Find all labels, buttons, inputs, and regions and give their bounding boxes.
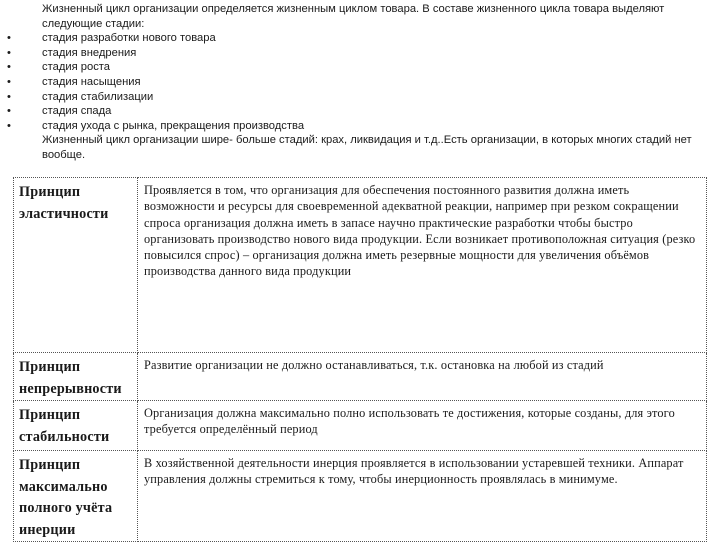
stage-label: стадия ухода с рынка, прекращения производства <box>42 119 305 132</box>
summary-paragraph: Жизненный цикл организации шире- больше стадий: крах, ликвидация и т.д..Есть организации, в которых многих стадий нет вообще. <box>42 134 692 161</box>
stage-list-item <box>7 119 713 134</box>
stage-list-item <box>7 46 713 61</box>
table-row <box>14 178 707 353</box>
bullet-icon: • <box>7 75 11 88</box>
stage-list-item <box>7 75 713 90</box>
stage-label: стадия спада <box>42 105 112 118</box>
table-row <box>14 353 707 401</box>
principle-name: Принцип эластичности <box>14 178 138 353</box>
principle-name: Принцип стабильности <box>14 401 138 451</box>
principle-description: Развитие организации не должно останавливаться, т.к. остановка на любой из стадий <box>138 353 707 401</box>
bullet-icon: • <box>7 119 11 132</box>
principle-description: В хозяйственной деятельности инерция проявляется в использовании устаревшей техники. Аппарат управления должны стремиться к тому, чтобы инерционность проявлялась в минимуме. <box>138 451 707 542</box>
bullet-icon: • <box>7 32 11 45</box>
stage-label: стадия внедрения <box>42 46 137 59</box>
principle-name: Принцип максимально полного учёта инерции <box>14 451 138 542</box>
stage-label: стадия роста <box>42 61 111 74</box>
stage-label: стадия насыщения <box>42 75 141 88</box>
principles-table <box>13 177 707 542</box>
intro-text-block <box>7 2 713 163</box>
bullet-icon: • <box>7 105 11 118</box>
table-row <box>14 451 707 542</box>
stage-list-item <box>7 104 713 119</box>
stage-list-item <box>7 31 713 46</box>
stage-list <box>7 31 713 133</box>
stage-list-item <box>7 60 713 75</box>
bullet-icon: • <box>7 61 11 74</box>
bullet-icon: • <box>7 46 11 59</box>
stage-label: стадия разработки нового товара <box>42 32 216 45</box>
bullet-icon: • <box>7 90 11 103</box>
principle-name: Принцип непрерывности <box>14 353 138 401</box>
stage-list-item <box>7 90 713 105</box>
principle-description: Организация должна максимально полно использовать те достижения, которые созданы, для этого требуется определённый период <box>138 401 707 451</box>
intro-paragraph: Жизненный цикл организации определяется жизненным циклом товара. В составе жизненного цикла товара выделяют следующие стадии: <box>42 3 665 30</box>
stage-label: стадия стабилизации <box>42 90 154 103</box>
principle-description: Проявляется в том, что организация для обеспечения постоянного развития должна иметь возможности и ресурсы для своевременной адекватной реакции, например при резком сокращении спроса организация должна иметь в запасе научно практические разработки чтобы быстро организовать производство нового вида продукции. Если возникает противоположная ситуация (резко повысился спрос) – организация должна иметь резервные мощности для увеличения объёмов производства данного вида продукции <box>138 178 707 353</box>
table-row <box>14 401 707 451</box>
